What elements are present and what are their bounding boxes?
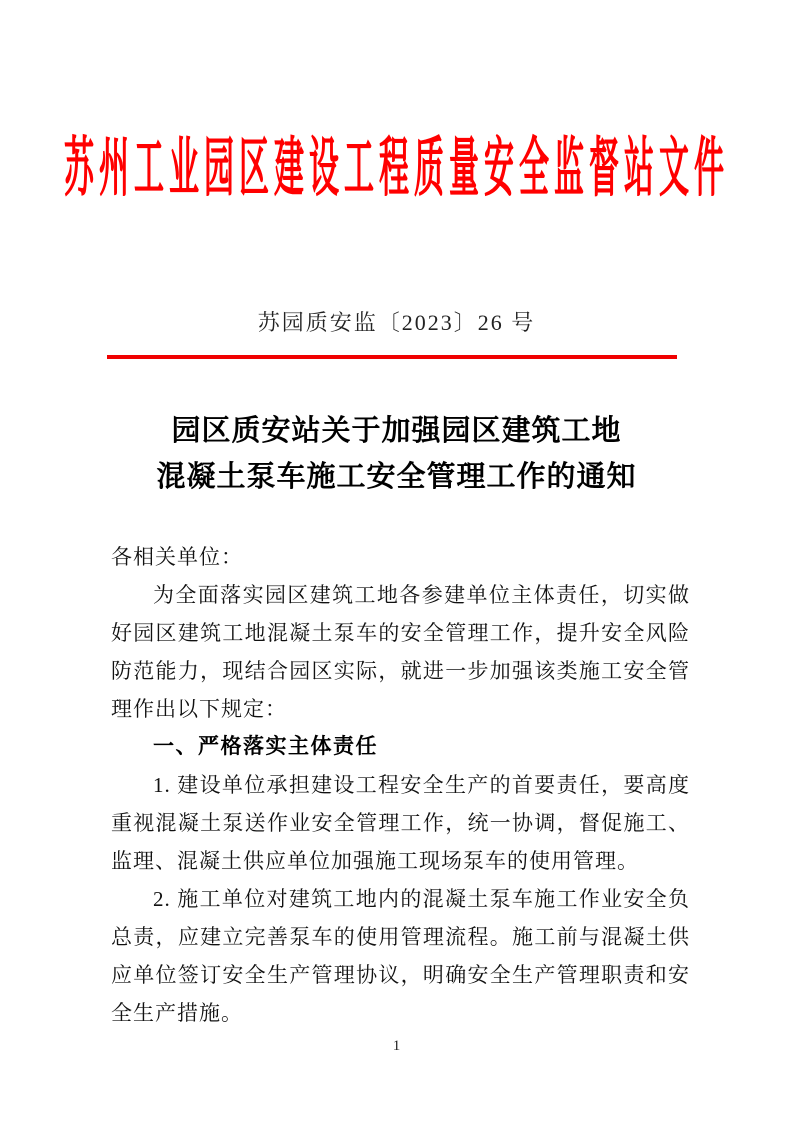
doc-number: 苏园质安监〔2023〕26 号 (257, 310, 536, 335)
red-letterhead (0, 133, 793, 208)
section-heading-1: 一、严格落实主体责任 (153, 735, 378, 758)
document-title (0, 408, 793, 500)
document-title-line1: 园区质安站关于加强园区建筑工地 (171, 415, 622, 447)
paragraph-item-2: 2. 施工单位对建筑工地内的混凝土泵车施工作业安全负总责，应建立完善泵车的使用管理流程。施工前与混凝土供应单位签订安全生产管理协议，明确安全生产管理职责和安全生产措施。 (111, 887, 690, 1025)
page-number: 1 (392, 1038, 401, 1054)
document-body (111, 538, 690, 1032)
document-title-line2: 混凝土泵车施工安全管理工作的通知 (156, 461, 637, 493)
red-divider-line (107, 355, 677, 359)
org-title: 苏州工业园区建设工程质量安全监督站文件 (64, 133, 729, 205)
paragraph-item-1: 1. 建设单位承担建设工程安全生产的首要责任，要高度重视混凝土泵送作业安全管理工作，统一协调，督促施工、监理、混凝土供应单位加强施工现场泵车的使用管理。 (111, 773, 690, 873)
paragraph-intro: 为全面落实园区建筑工地各参建单位主体责任，切实做好园区建筑工地混凝土泵车的安全管理工作，提升安全风险防范能力，现结合园区实际，就进一步加强该类施工安全管理作出以下规定： (111, 583, 690, 721)
salutation: 各相关单位： (111, 545, 243, 569)
